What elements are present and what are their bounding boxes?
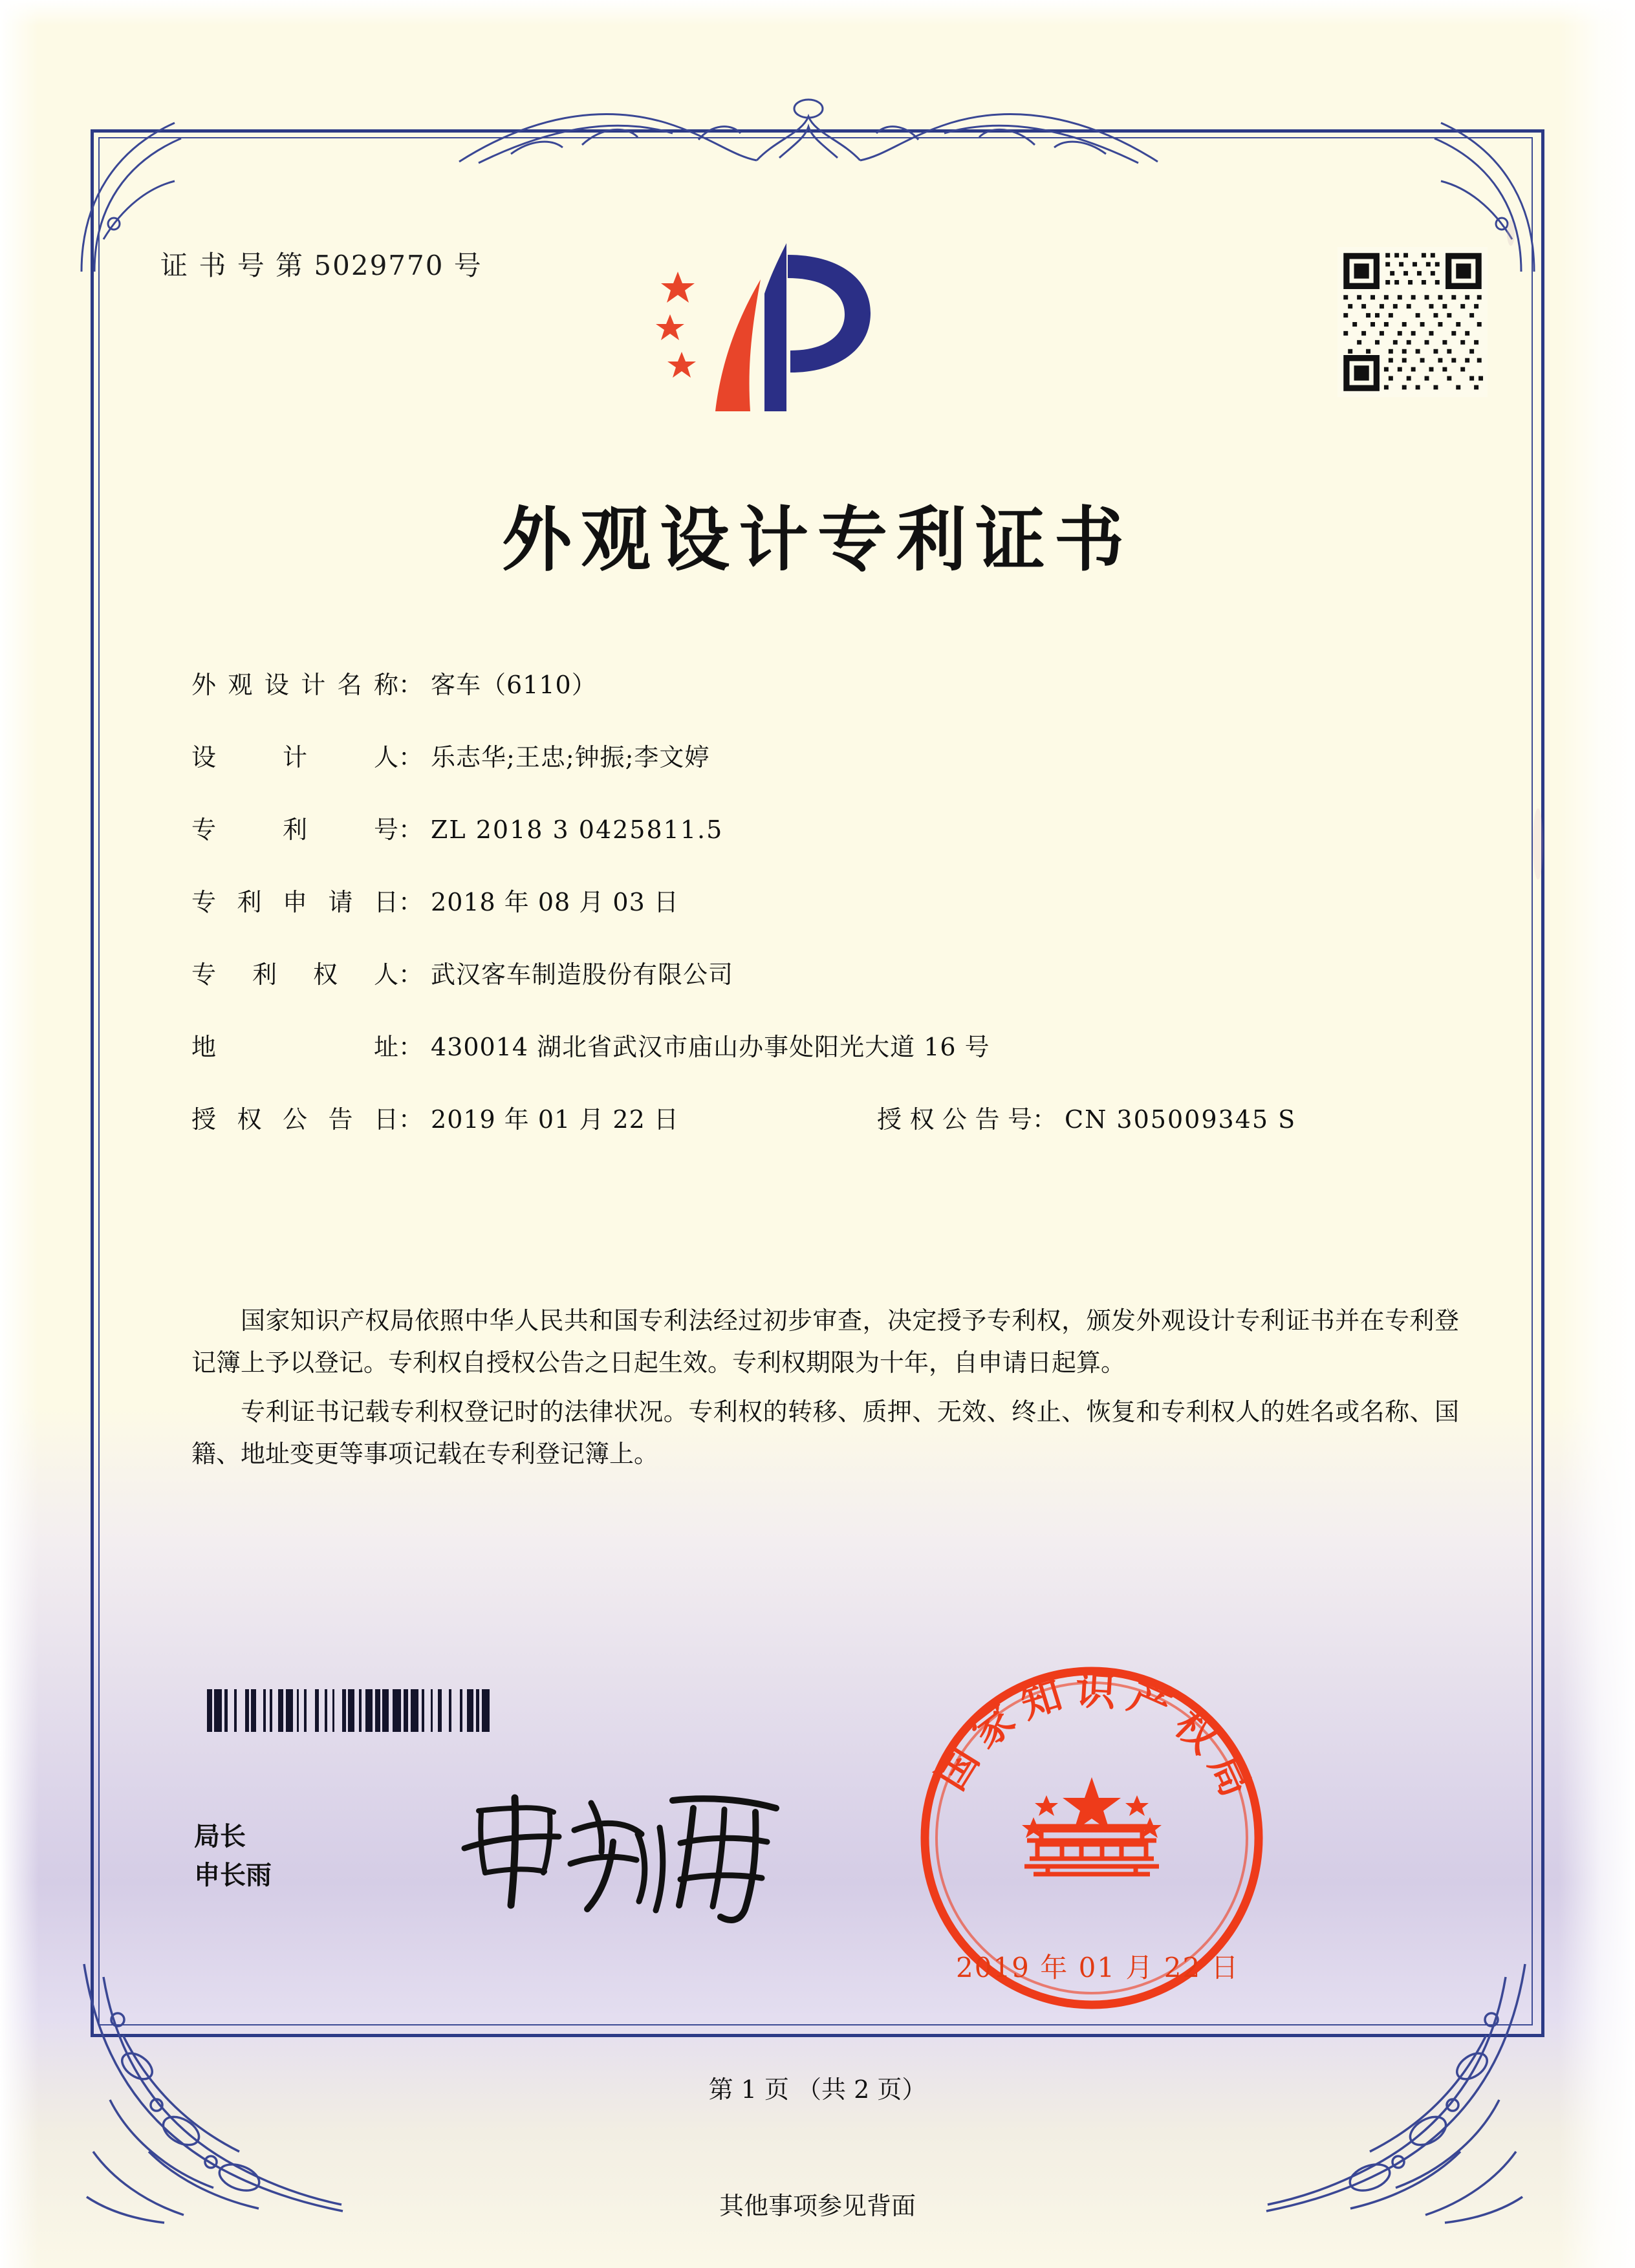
director-name: 申长雨 — [194, 1860, 272, 1890]
field-label: 专利申请日 — [191, 888, 398, 916]
field-colon-secondary: ： — [1032, 1105, 1057, 1134]
director-title: 局长 — [194, 1821, 246, 1852]
field-colon: ： — [398, 1105, 424, 1134]
field-list — [191, 665, 1472, 1172]
legal-paragraph-1: 国家知识产权局依照中华人民共和国专利法经过初步审查，决定授予专利权，颁发外观设计专利证书并在专利登记簿上予以登记。专利权自授权公告之日起生效。专利权期限为十年，自申请日起算。 — [191, 1306, 1459, 1377]
cnipa-logo-icon — [653, 238, 899, 426]
scan-artifact — [1533, 808, 1543, 880]
page-title: 外观设计专利证书 — [501, 499, 1133, 581]
field-value: 武汉客车制造股份有限公司 — [431, 960, 734, 989]
seal-date: 2019 年 01 月 22 日 — [956, 1952, 1240, 1983]
legal-paragraph-2: 专利证书记载专利权登记时的法律状况。专利权的转移、质押、无效、终止、恢复和专利权人的姓名或名称、国籍、地址变更等事项记载在专利登记簿上。 — [191, 1397, 1459, 1469]
page-number: 第 1 页 （共 2 页） — [708, 2075, 927, 2104]
back-side-note: 其他事项参见背面 — [719, 2192, 916, 2220]
field-label: 地址 — [191, 1033, 398, 1061]
certificate-number: 证 书 号 第 5029770 号 — [160, 250, 482, 281]
paper-edge-left — [0, 0, 39, 2268]
field-address — [191, 1027, 1472, 1063]
field-colon: ： — [398, 1033, 424, 1061]
legal-text — [191, 1300, 1459, 1482]
field-designers — [191, 737, 1472, 773]
barcode — [207, 1689, 595, 1732]
field-label: 专利权人 — [191, 960, 398, 989]
field-label: 设计人 — [191, 743, 398, 772]
paper-edge-right — [1559, 0, 1635, 2268]
field-patent-number — [191, 810, 1472, 845]
field-label: 外观设计名称 — [191, 671, 398, 699]
field-application-date — [191, 882, 1472, 918]
svg-text:国家知识产权局: 国家知识产权局 — [926, 1666, 1264, 1813]
handwritten-signature — [453, 1772, 815, 1927]
field-value: 乐志华;王忠;钟振;李文婷 — [431, 743, 710, 772]
field-value-secondary: CN 305009345 S — [1065, 1105, 1297, 1134]
paper-edge-top — [0, 0, 1635, 26]
field-colon: ： — [398, 960, 424, 989]
field-colon: ： — [398, 743, 424, 772]
field-value: 2018 年 08 月 03 日 — [431, 888, 679, 916]
field-value: 客车（6110） — [431, 671, 597, 699]
field-label: 授权公告日 — [191, 1105, 398, 1134]
field-patentee — [191, 955, 1472, 990]
field-label: 专利号 — [191, 815, 398, 844]
qr-code-icon — [1337, 247, 1488, 397]
field-colon: ： — [398, 671, 424, 699]
field-colon: ： — [398, 815, 424, 844]
field-value: ZL 2018 3 0425811.5 — [431, 815, 724, 844]
field-design-name — [191, 665, 1472, 700]
signature-block — [194, 1817, 272, 1895]
field-value: 430014 湖北省武汉市庙山办事处阳光大道 16 号 — [431, 1033, 990, 1061]
field-label-secondary: 授权公告号 — [877, 1105, 1033, 1134]
field-colon: ： — [398, 888, 424, 916]
scan-artifact — [1507, 220, 1515, 246]
field-value: 2019 年 01 月 22 日 — [431, 1105, 679, 1134]
field-grant-announcement — [191, 1099, 1472, 1135]
